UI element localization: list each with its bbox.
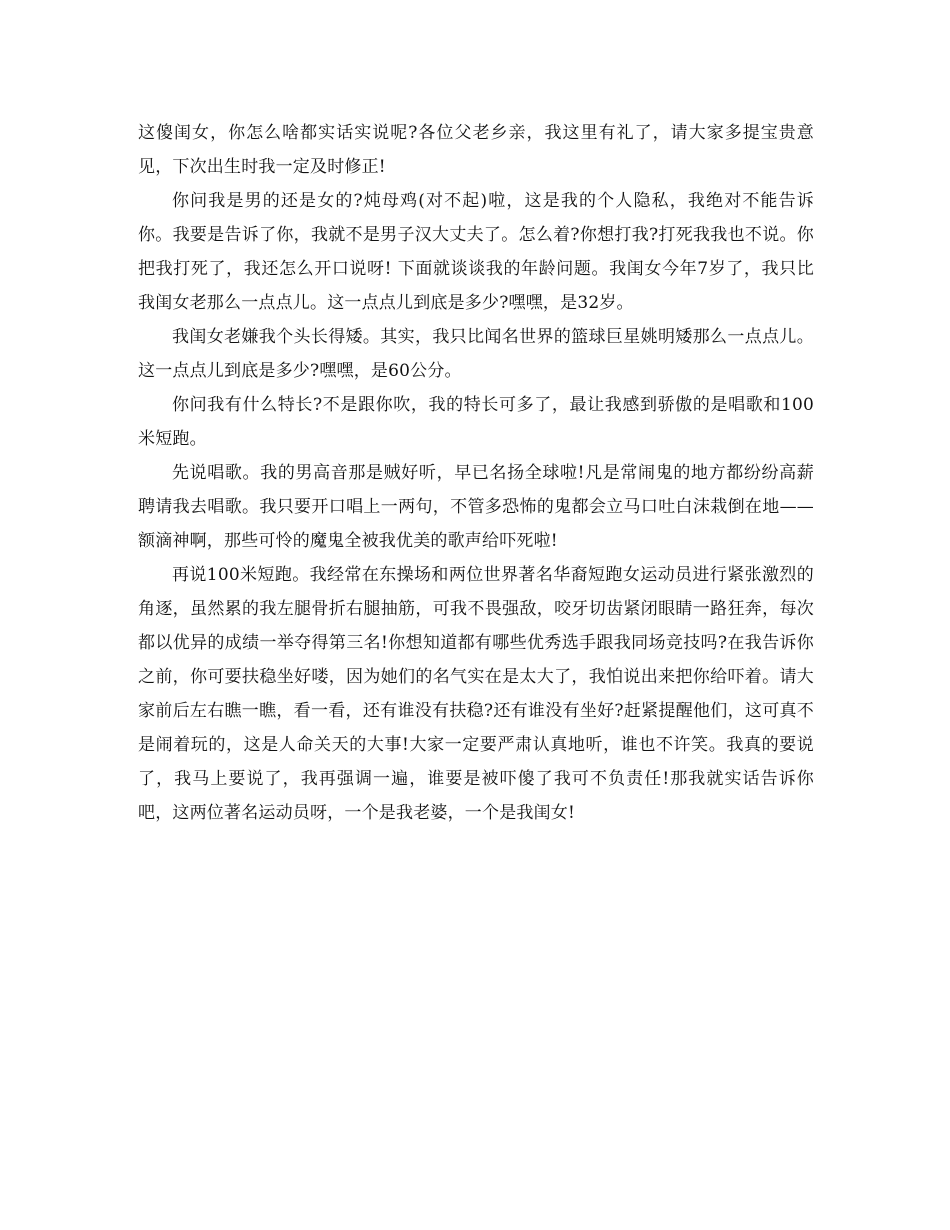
document-body bbox=[138, 116, 814, 830]
paragraph-continued: 这傻闺女，你怎么啥都实话实说呢?各位父老乡亲，我这里有礼了，请大家多提宝贵意见，下次出生时我一定及时修正! bbox=[138, 123, 814, 177]
paragraph-gender-age: 你问我是男的还是女的?炖母鸡(对不起)啦，这是我的个人隐私，我绝对不能告诉你。我要是告诉了你，我就不是男子汉大丈夫了。怎么着?你想打我?打死我我也不说。你把我打死了，我还怎么开口说呀! 下面就谈谈我的年龄问题。我闺女今年7岁了，我只比我闺女老那么一点点儿。这一点点儿到底是多少?嘿嘿，是32岁。 bbox=[138, 191, 814, 313]
paragraph-singing: 先说唱歌。我的男高音那是贼好听，早已名扬全球啦!凡是常闹鬼的地方都纷纷高薪聘请我去唱歌。我只要开口唱上一两句，不管多恐怖的鬼都会立马口吐白沫栽倒在地——额滴神啊，那些可怜的魔鬼全被我优美的歌声给吓死啦! bbox=[138, 463, 814, 551]
paragraph-sprinting: 再说100米短跑。我经常在东操场和两位世界著名华裔短跑女运动员进行紧张激烈的角逐，虽然累的我左腿骨折右腿抽筋，可我不畏强敌，咬牙切齿紧闭眼睛一路狂奔，每次都以优异的成绩一举夺得第三名!你想知道都有哪些优秀选手跟我同场竞技吗?在我告诉你之前，你可要扶稳坐好喽，因为她们的名气实在是太大了，我怕说出来把你给吓着。请大家前后左右瞧一瞧，看一看，还有谁没有扶稳?还有谁没有坐好?赶紧提醒他们，这可真不是闹着玩的，这是人命关天的大事!大家一定要严肃认真地听，谁也不许笑。我真的要说了，我马上要说了，我再强调一遍，谁要是被吓傻了我可不负责任!那我就实话告诉你吧，这两位著名运动员呀，一个是我老婆，一个是我闺女! bbox=[138, 565, 814, 823]
paragraph-height: 我闺女老嫌我个头长得矮。其实，我只比闻名世界的篮球巨星姚明矮那么一点点儿。这一点点儿到底是多少?嘿嘿，是60公分。 bbox=[138, 327, 814, 381]
paragraph-specialties: 你问我有什么特长?不是跟你吹，我的特长可多了，最让我感到骄傲的是唱歌和100米短跑。 bbox=[138, 395, 814, 449]
